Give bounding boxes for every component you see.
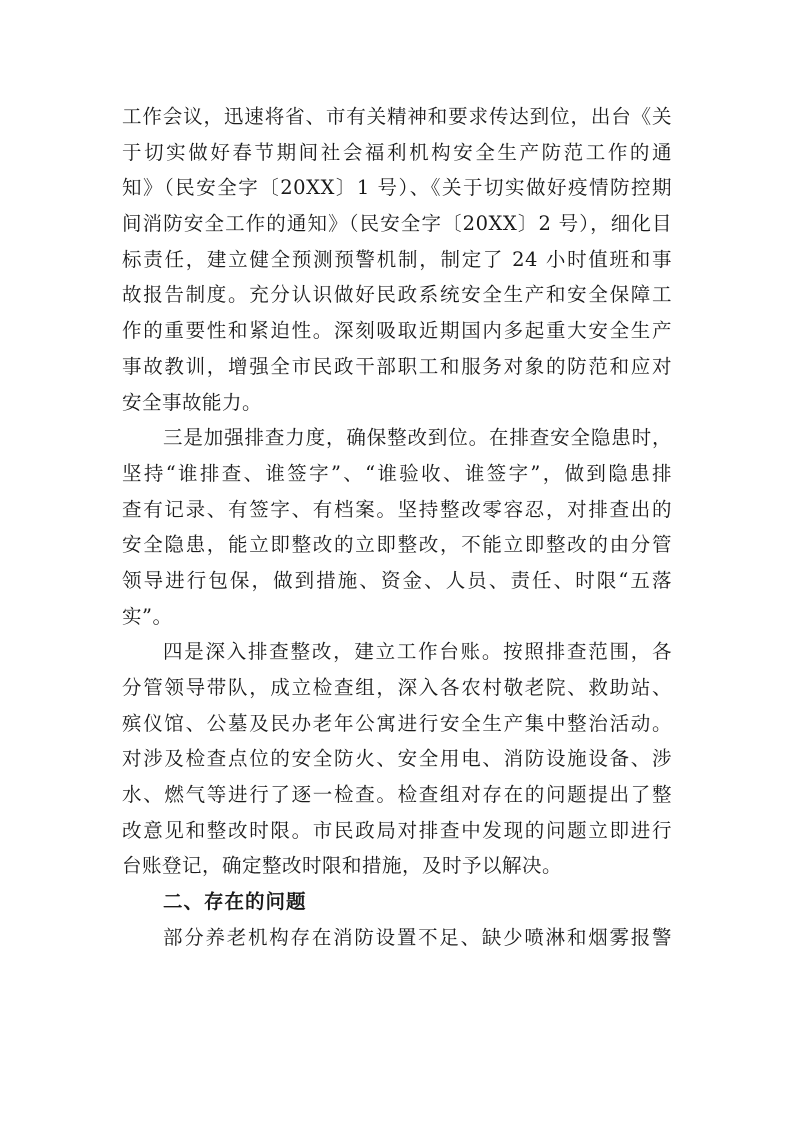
section-heading: 二、存在的问题 <box>163 890 307 914</box>
text-line: 坚持“谁排查、谁签字”、“谁验收、谁签字”，做到隐患排 <box>122 461 672 485</box>
text-line: 改意见和整改时限。市民政局对排查中发现的问题立即进行 <box>122 818 672 842</box>
text-line: 分管领导带队，成立检查组，深入各农村敬老院、救助站、 <box>122 676 672 699</box>
text-line: 故报告制度。充分认识做好民政系统安全生产和安全保障工 <box>122 283 672 307</box>
text-line: 四是深入排查整改，建立工作台账。按照排查范围，各 <box>163 640 672 664</box>
text-line: 间消防安全工作的通知》（民安全字〔20XX〕2 号），细化目 <box>122 212 672 236</box>
paragraph-meeting-notices <box>122 99 672 420</box>
text-line: 对涉及检查点位的安全防火、安全用电、消防设施设备、涉 <box>122 747 672 771</box>
text-line: 事故教训，增强全市民政干部职工和服务对象的防范和应对 <box>122 354 672 378</box>
paragraph-problems <box>122 920 672 956</box>
text-line: 水、燃气等进行了逐一检查。检查组对存在的问题提出了整 <box>122 783 672 807</box>
paragraph-point-four <box>122 634 672 884</box>
text-line: 三是加强排查力度，确保整改到位。在排查安全隐患时， <box>163 426 672 450</box>
text-line: 标责任，建立健全预测预警机制，制定了 24 小时值班和事 <box>122 247 672 271</box>
text-line: 知》（民安全字〔20XX〕1 号）、《关于切实做好疫情防控期 <box>122 176 672 200</box>
paragraph-point-three <box>122 420 672 634</box>
text-line: 安全隐患，能立即整改的立即整改，不能立即整改的由分管 <box>122 533 672 557</box>
text-line: 查有记录、有签字、有档案。坚持整改零容忍，对排查出的 <box>122 497 672 521</box>
document-page <box>122 99 672 956</box>
text-line: 作的重要性和紧迫性。深刻吸取近期国内多起重大安全生产 <box>122 319 672 343</box>
text-line: 台账登记，确定整改时限和措施，及时予以解决。 <box>122 854 563 878</box>
text-line: 实”。 <box>122 604 173 628</box>
text-line: 殡仪馆、公墓及民办老年公寓进行安全生产集中整治活动。 <box>122 711 672 735</box>
section-heading-problems <box>122 884 672 920</box>
text-line: 工作会议，迅速将省、市有关精神和要求传达到位，出台《关 <box>122 105 672 128</box>
text-line: 部分养老机构存在消防设置不足、缺少喷淋和烟雾报警 <box>163 925 672 949</box>
text-line: 领导进行包保，做到措施、资金、人员、责任、时限“五落 <box>122 568 672 592</box>
text-line: 安全事故能力。 <box>122 390 263 414</box>
text-line: 于切实做好春节期间社会福利机构安全生产防范工作的通 <box>122 140 672 164</box>
